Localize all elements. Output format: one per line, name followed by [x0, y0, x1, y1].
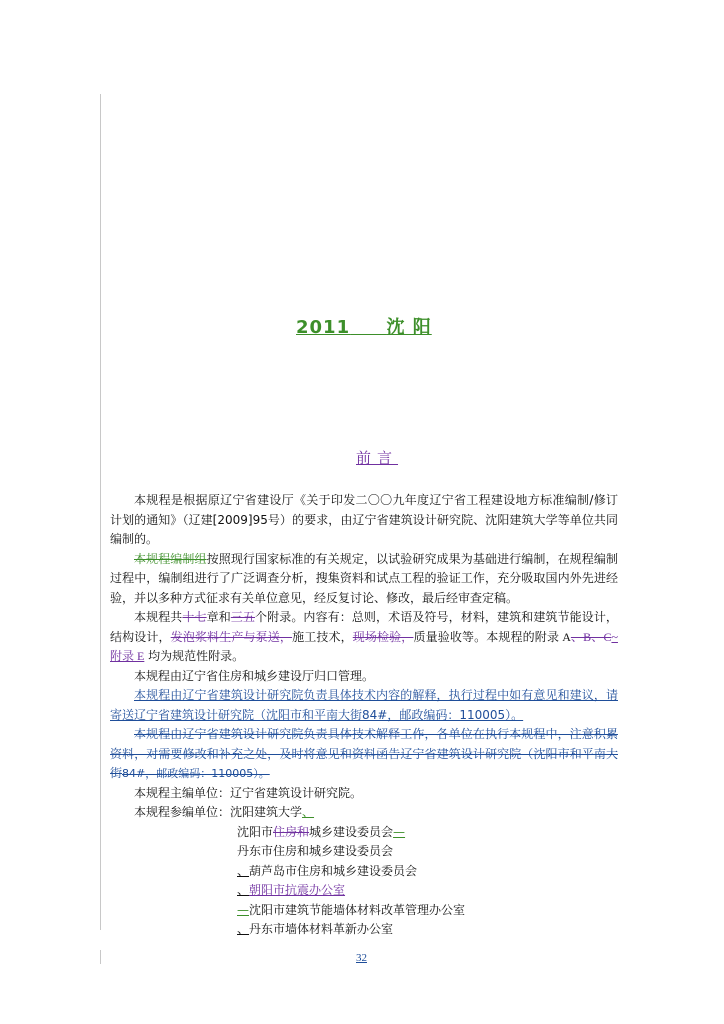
paragraph-text: 章和 — [206, 610, 231, 624]
inserted-mark: 、 — [237, 883, 250, 897]
preface-paragraph-4: 本规程由辽宁省住房和城乡建设厅归口管理。 — [134, 668, 375, 683]
participant-name: 城乡建设委员会 — [309, 824, 394, 839]
participant-name: 沈阳市建筑节能墙体材料改革管理办公室 — [249, 902, 466, 917]
participant-name: 丹东市住房和城乡建设委员会 — [237, 844, 394, 858]
inserted-text: ~附录 E — [110, 629, 618, 663]
participant-row — [110, 842, 618, 862]
participant-row — [110, 881, 618, 901]
inserted-mark: 、 — [302, 805, 315, 819]
participant-name: 葫芦岛市住房和城乡建设委员会 — [249, 863, 418, 878]
participant-name-inserted: 朝阳市抗震办公室 — [249, 883, 346, 897]
paragraph-text: 个附录。内容有：总则，术语及符号，材料，建筑和建筑节能设计，结构设计， — [110, 610, 618, 644]
deleted-text: 本规程由辽宁省建筑设计研究院负责具体技术解释工作，各单位在执行本规程中，注意积累资料，对需要修改和补充之处，及时将意见和资料函告辽宁省建筑设计研究院（沈阳市和平南大街 — [110, 727, 618, 780]
margin-line — [100, 94, 101, 930]
participant-label: 本规程参编单位：沈阳建筑大学 — [134, 805, 303, 819]
paragraph-text: 本规程共 — [134, 610, 183, 624]
inserted-mark: — — [237, 902, 249, 917]
preface-paragraph-1: 本规程是根据原辽宁省建设厅《关于印发二〇〇九年度辽宁省工程建设地方标准编制/修订计划的通知》（辽建[2009]95号）的要求，由辽宁省建筑设计研究院、沈阳建筑大学等单位共同编制的。 — [110, 493, 618, 546]
participant-name: 丹东市墙体材料革新办公室 — [249, 922, 394, 936]
inserted-mark: 、 — [237, 922, 250, 936]
deleted-text: 十七 — [182, 610, 207, 624]
deleted-text: 住房和 — [273, 824, 310, 839]
margin-tick — [100, 950, 101, 964]
participant-row — [110, 901, 618, 921]
paragraph-text: 均为规范性附录。 — [144, 649, 245, 663]
deleted-text: 、B、C — [570, 629, 612, 644]
participant-row — [110, 823, 618, 843]
participant-label-row — [110, 803, 618, 823]
cover-year: 2011 — [296, 317, 351, 338]
participant-row — [110, 862, 618, 882]
preface-paragraph-6-deleted — [110, 725, 618, 784]
paragraph-text: 按照现行国家标准的有关规定，以试验研究成果为基础进行编制，在规程编制过程中，编制组进行了广泛调查分析，搜集资料和试点工程的验证工作，充分吸取国内外先进经验，并以多种方式征求有关单位意见，经反复讨论、修改，最后经审查定稿。 — [110, 551, 618, 605]
preface-paragraph-7: 本规程主编单位：辽宁省建筑设计研究院。 — [134, 785, 363, 800]
cover-city: 沈 阳 — [386, 317, 432, 338]
preface-paragraph-2 — [110, 550, 618, 609]
paragraph-text: A — [559, 629, 571, 644]
deleted-text: 三五 — [230, 610, 256, 624]
paragraph-text: 质量验收等。本规程的附录 — [413, 629, 560, 644]
deleted-text: 84#，邮政编码：110005）。 — [122, 767, 270, 780]
participant-row — [110, 920, 618, 940]
inserted-mark: 、 — [237, 863, 250, 878]
inserted-mark: — — [393, 824, 406, 839]
preface-paragraph-3 — [110, 608, 618, 667]
preface-title: 前言 — [356, 449, 399, 467]
page-number: 32 — [356, 952, 367, 964]
participant-name: 沈阳市 — [237, 824, 274, 839]
paragraph-text: 施工技术， — [292, 629, 353, 644]
preface-paragraph-5-inserted: 本规程由辽宁省建筑设计研究院负责具体技术内容的解释，执行过程中如有意见和建议，请寄送辽宁省建筑设计研究院（沈阳市和平南大街84#，邮政编码：110005）。 — [110, 688, 618, 722]
cover-year-city — [296, 313, 432, 339]
preface-body — [110, 491, 618, 940]
participant-list — [110, 803, 618, 940]
deleted-text: 本规程编制组 — [134, 551, 207, 566]
deleted-text: 发泡浆料生产与泵送， — [170, 629, 293, 644]
deleted-text: 现场检验， — [352, 629, 414, 644]
